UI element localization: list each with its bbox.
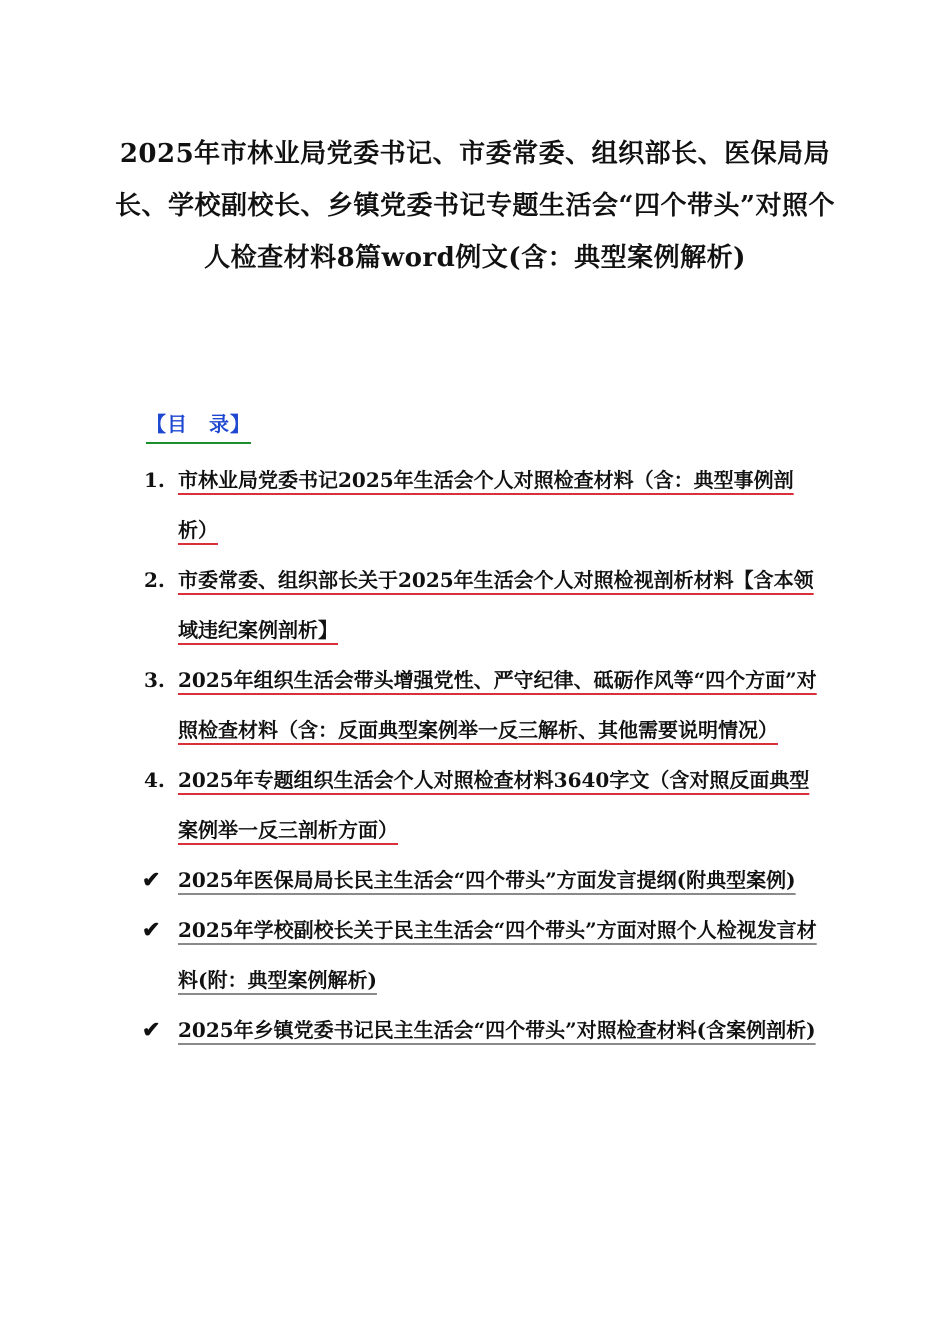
checkmark-icon: ✔ [142, 1017, 161, 1043]
toc-item-2[interactable] [140, 555, 820, 655]
toc-link[interactable]: 市委常委、组织部长关于2025年生活会个人对照检视剖析材料【含本领域违纪案例剖析】 [178, 568, 814, 642]
toc-item-4[interactable] [140, 755, 820, 855]
toc-link[interactable]: 2025年医保局局长民主生活会“四个带头”方面发言提纲(附典型案例) [178, 868, 796, 892]
document-title: 2025年市林业局党委书记、市委常委、组织部长、医保局局长、学校副校长、乡镇党委书记专题生活会“四个带头”对照个人检查材料8篇word例文(含：典型案例解析) [115, 139, 835, 273]
checkmark-icon: ✔ [142, 867, 161, 893]
toc-number: 4. [144, 768, 165, 792]
table-of-contents [140, 455, 820, 1055]
toc-link[interactable]: 2025年学校副校长关于民主生活会“四个带头”方面对照个人检视发言材料(附：典型案例解析) [178, 918, 817, 992]
toc-link[interactable]: 2025年专题组织生活会个人对照检查材料3640字文（含对照反面典型案例举一反三剖析方面） [178, 768, 810, 842]
toc-item-1[interactable] [140, 455, 820, 555]
toc-link[interactable]: 2025年组织生活会带头增强党性、严守纪律、砥砺作风等“四个方面”对照检查材料（含：反面典型案例举一反三解析、其他需要说明情况） [178, 668, 817, 742]
toc-number: 1. [144, 468, 165, 492]
checkmark-icon: ✔ [142, 917, 161, 943]
toc-item-5[interactable] [140, 855, 820, 905]
toc-number: 3. [144, 668, 165, 692]
toc-item-6[interactable] [140, 905, 820, 1005]
toc-number: 2. [144, 568, 165, 592]
toc-link[interactable]: 2025年乡镇党委书记民主生活会“四个带头”对照检查材料(含案例剖析) [178, 1018, 816, 1042]
toc-item-3[interactable] [140, 655, 820, 755]
toc-heading: 【目 录】 [146, 408, 251, 444]
toc-item-7[interactable] [140, 1005, 820, 1055]
toc-link[interactable]: 市林业局党委书记2025年生活会个人对照检查材料（含：典型事例剖析） [178, 468, 794, 542]
